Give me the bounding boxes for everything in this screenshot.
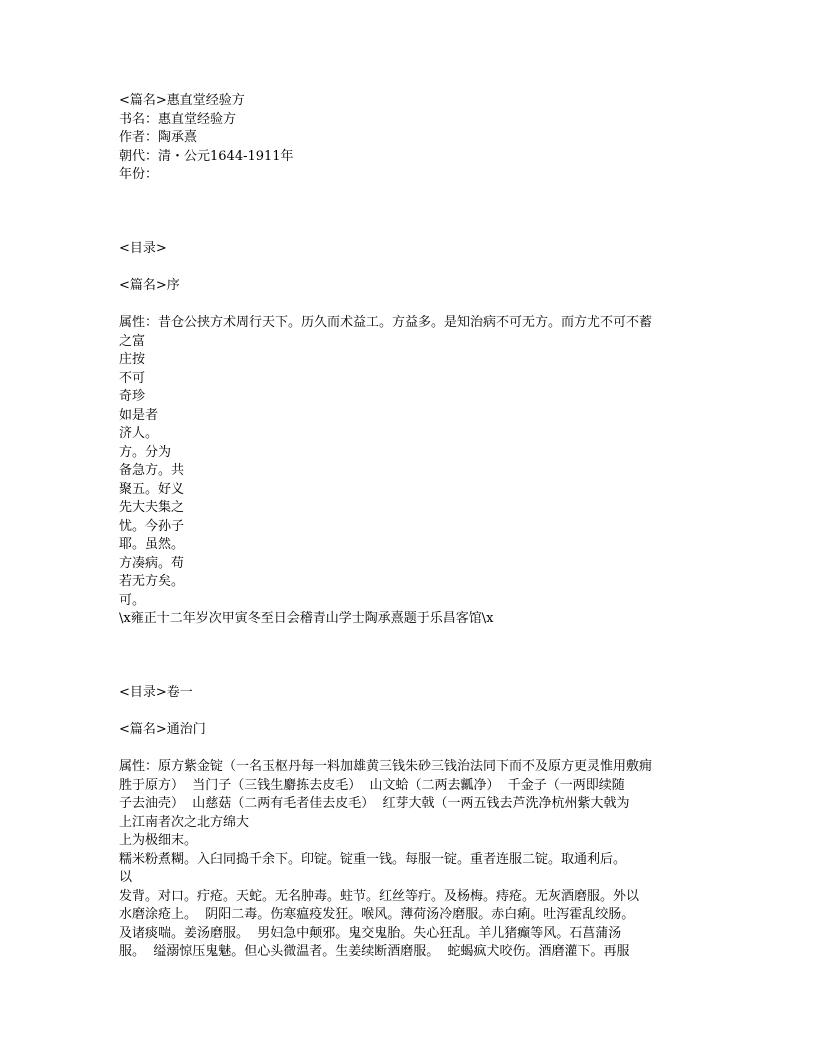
preface-line: 奇珍: [119, 389, 146, 404]
preface-line: 属性：昔仓公挟方术周行天下。历久而术益工。方益多。是知治病不可无方。而方尤不可不蓄: [119, 315, 653, 330]
preface-line: 方凑病。苟: [119, 555, 185, 571]
preface-line: 备急方。共: [119, 463, 185, 478]
preface-line: 可。: [119, 592, 146, 608]
toc-heading-1: <目录>: [119, 241, 167, 256]
spacer: [119, 703, 699, 722]
preface-line: 耶。虽然。: [119, 537, 185, 552]
preface-line: 先大夫集之: [119, 500, 185, 515]
preface-line: 之富: [119, 333, 146, 349]
preface-line: 济人。: [119, 426, 159, 441]
section-line: 上为极细末。: [119, 833, 198, 848]
header-book-line: 书名：惠直堂经验方: [119, 111, 237, 127]
header-year-line: 年份：: [119, 167, 159, 182]
preface-line: 如是者: [119, 407, 159, 423]
document-page: [119, 92, 699, 962]
preface-line: 庄按: [119, 352, 146, 367]
toc-heading-2: <目录>卷一: [119, 685, 193, 700]
section-line: 糯米粉煮糊。入臼同捣千余下。印锭。锭重一钱。每服一锭。重者连服二锭。取通利后。: [119, 851, 627, 867]
preface-signature-line: \x雍正十二年岁次甲寅冬至日会稽青山学士陶承熹题于乐昌客馆\x: [119, 611, 494, 626]
spacer: [119, 296, 699, 315]
header-dynasty-line: 朝代：清・公元1644-1911年: [119, 148, 294, 164]
spacer: [119, 740, 699, 759]
section-title: <篇名>通治门: [119, 722, 206, 737]
section-line: 胜于原方） 当门子（三钱生麝拣去皮毛） 山文蛤（二两去瓤净） 千金子（一两即续随: [119, 777, 625, 793]
section-line: 发背。对口。疔疮。天蛇。无名肿毒。蛀节。红丝等疔。及杨梅。痔疮。无灰酒磨服。外以: [119, 888, 640, 904]
spacer: [119, 185, 699, 241]
preface-line: 若无方矣。: [119, 574, 185, 589]
preface-line: 聚五。好义: [119, 481, 185, 497]
header-author-line: 作者：陶承熹: [119, 130, 198, 145]
preface-line: 方。分为: [119, 444, 172, 460]
section-line: 水磨涂疮上。 阴阳二毒。伤寒瘟疫发狂。喉风。薄荷汤冷磨服。赤白痢。吐泻霍乱绞肠。: [119, 907, 635, 922]
preface-title: <篇名>序: [119, 278, 180, 293]
spacer: [119, 629, 699, 685]
header-title-line: <篇名>惠直堂经验方: [119, 93, 245, 108]
section-line: 上江南者次之北方绵大: [119, 814, 250, 830]
spacer: [119, 259, 699, 278]
section-line: 以: [119, 870, 133, 885]
preface-line: 不可: [119, 370, 146, 386]
preface-line: 忧。今孙子: [119, 518, 185, 534]
section-line: 属性：原方紫金锭（一名玉枢丹每一料加雄黄三钱朱砂三钱治法同下而不及原方更灵惟用敷痈: [119, 759, 653, 774]
section-line: 服。 缢溺惊压鬼魅。但心头微温者。生姜续断酒磨服。 蛇蝎疯犬咬伤。酒磨灌下。再服: [119, 944, 630, 959]
section-line: 子去油壳） 山慈菇（二两有毛者佳去皮毛） 红芽大戟（一两五钱去芦洗净杭州紫大戟为: [119, 796, 630, 811]
section-line: 及诸痰喘。姜汤磨服。 男妇急中颠邪。鬼交鬼胎。失心狂乱。羊儿猪癫等风。石菖蒲汤: [119, 925, 622, 941]
